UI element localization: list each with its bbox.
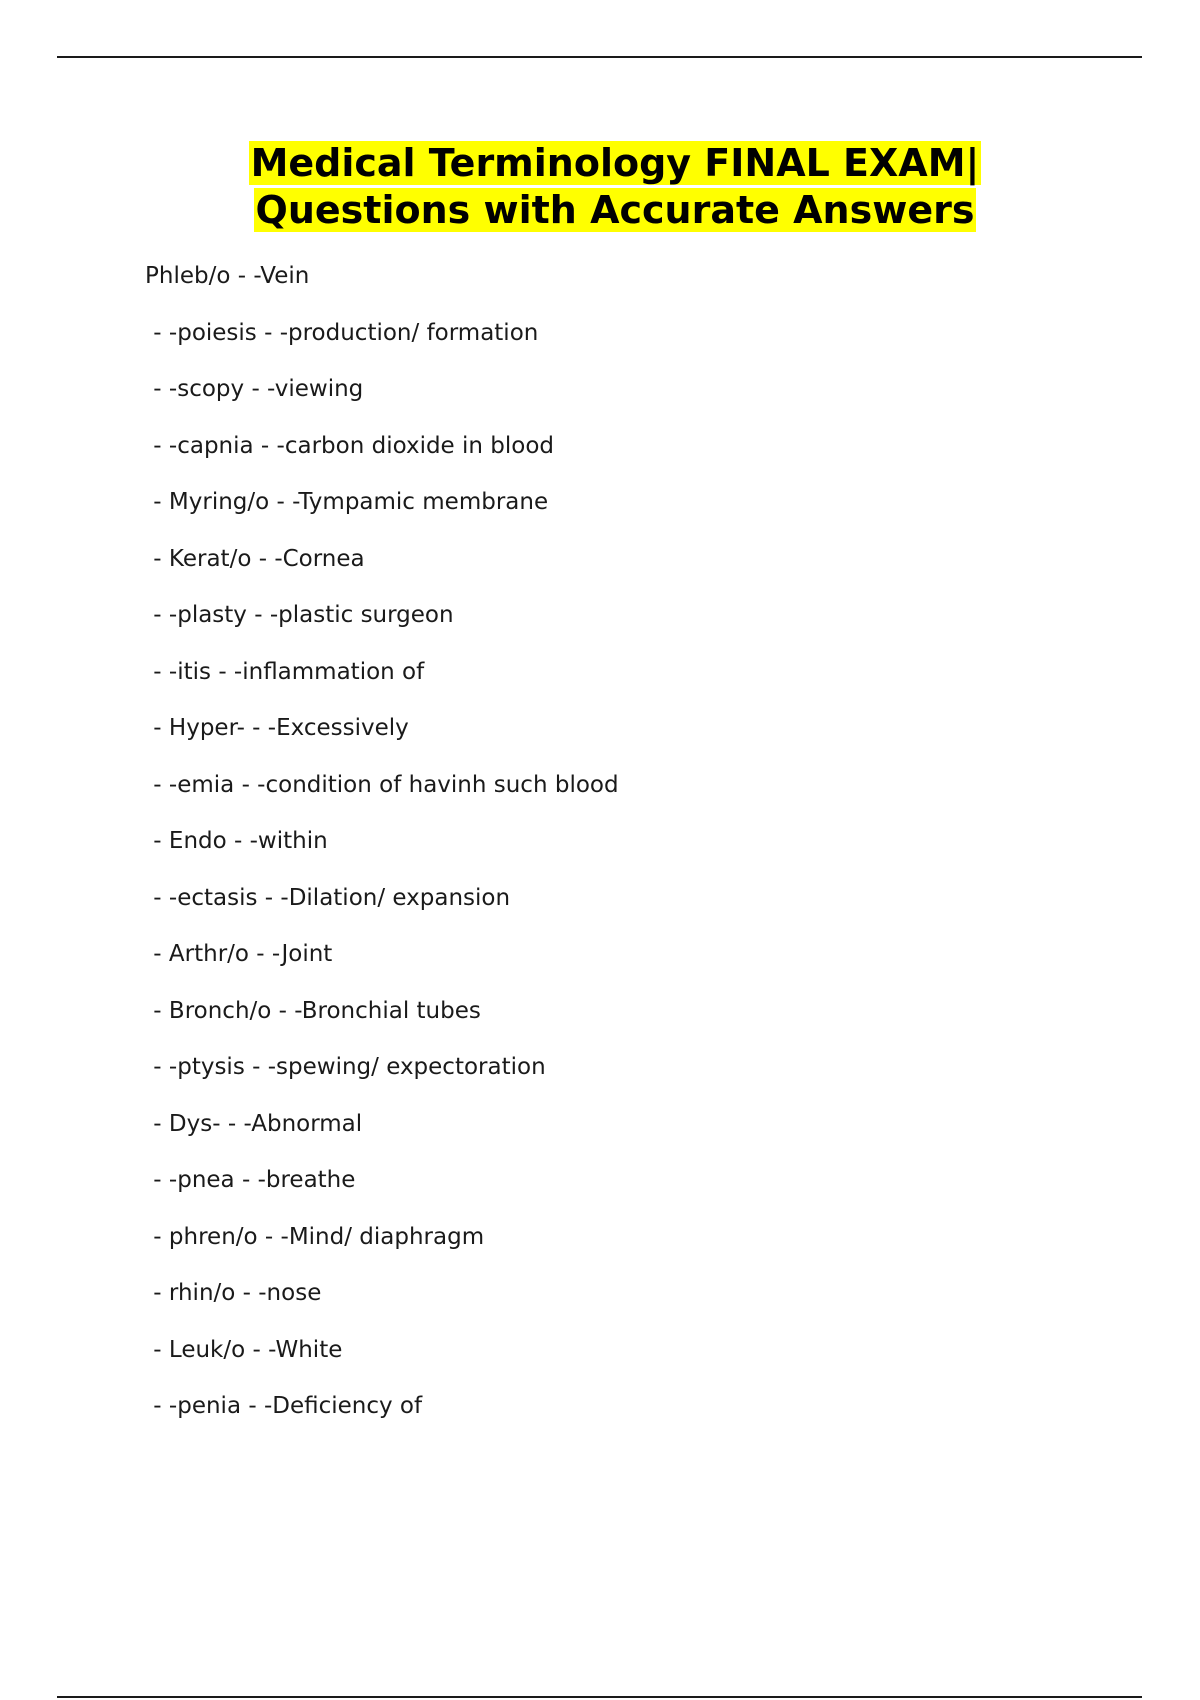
term-item: - -ectasis - -Dilation/ expansion bbox=[146, 884, 511, 911]
term-list bbox=[146, 263, 619, 1450]
term-item: - -pnea - -breathe bbox=[146, 1167, 356, 1193]
term-item: - Kerat/o - -Cornea bbox=[146, 545, 365, 572]
document-title bbox=[0, 140, 1200, 234]
term-item: - Bronch/o - -Bronchial tubes bbox=[146, 997, 481, 1024]
title-line-1: Medical Terminology FINAL EXAM| bbox=[250, 141, 980, 185]
top-rule bbox=[57, 56, 1142, 58]
term-item: - -penia - -Deficiency of bbox=[146, 1393, 423, 1419]
term-item: Phleb/o - -Vein bbox=[145, 263, 310, 289]
term-item: - -itis - -inflammation of bbox=[146, 658, 425, 685]
term-item: - -capnia - -carbon dioxide in blood bbox=[146, 432, 555, 459]
term-item: - Leuk/o - -White bbox=[146, 1336, 343, 1363]
bottom-rule bbox=[57, 1696, 1142, 1698]
term-item: - -plasty - -plastic surgeon bbox=[146, 602, 454, 628]
title-line-2: Questions with Accurate Answers bbox=[255, 188, 975, 232]
term-item: - rhin/o - -nose bbox=[146, 1280, 322, 1306]
term-item: - -emia - -condition of havinh such blood bbox=[146, 771, 619, 798]
term-item: - -poiesis - -production/ formation bbox=[146, 319, 539, 346]
term-item: - phren/o - -Mind/ diaphragm bbox=[146, 1223, 485, 1250]
term-item: - Hyper- - -Excessively bbox=[146, 715, 409, 741]
term-item: - Myring/o - -Tympamic membrane bbox=[146, 489, 549, 515]
term-item: - -ptysis - -spewing/ expectoration bbox=[146, 1054, 546, 1080]
term-item: - Dys- - -Abnormal bbox=[146, 1110, 363, 1137]
term-item: - Endo - -within bbox=[146, 828, 328, 854]
term-item: - -scopy - -viewing bbox=[146, 376, 364, 402]
term-item: - Arthr/o - -Joint bbox=[146, 941, 333, 967]
